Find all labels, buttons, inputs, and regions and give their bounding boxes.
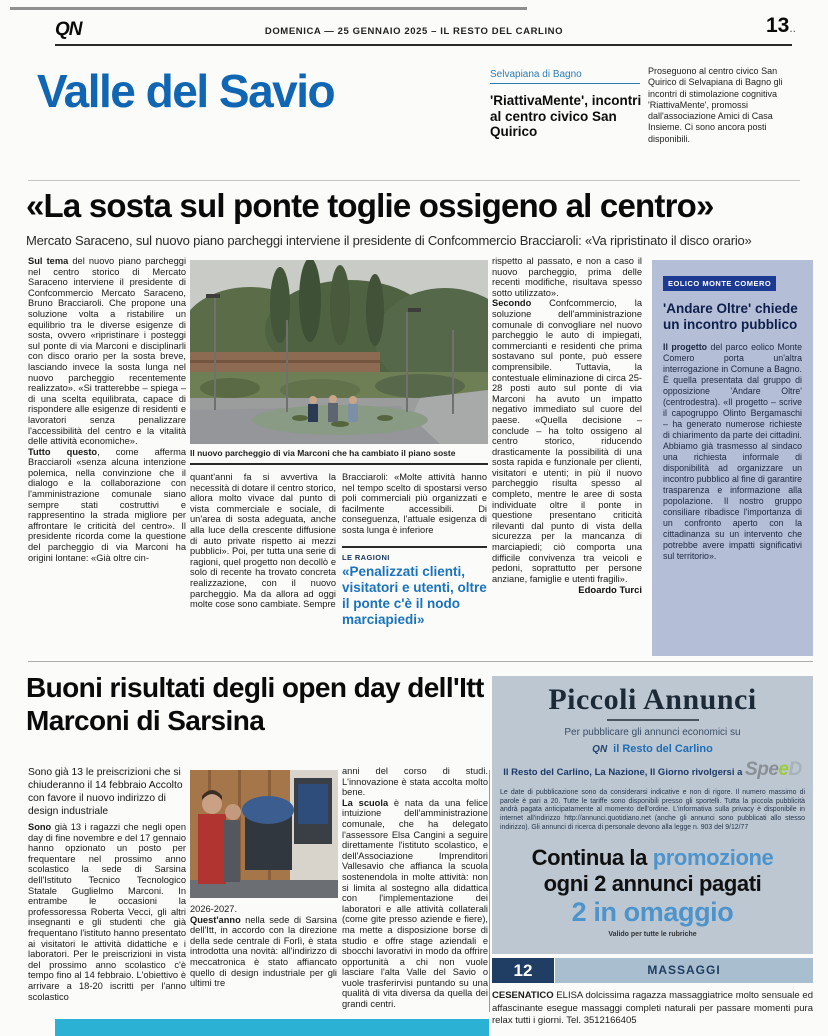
- brands-text: Il Resto del Carlino, La Nazione, Il Giorno rivolgersi a: [503, 767, 743, 778]
- parking-photo-image: [190, 260, 488, 444]
- paragraph-text: è nata da una felice intuizione dell'amministrazione comunale, che ha delegato l'assessore Elsa Cangini a seguire direttamente l'istituto scolastico, e dell'Associazione Imprenditori Vallesavio che affianca la scuola sostenendola in molte attività: non si limita al sostegno alla didattica con l'implementazione dei laboratori e alle attività collaterali (come gite presso aziende e fiere), ma mette a disposizione borse di studio e offre stage aziendali e sbocchi lavorativi in modo da offrire opportunità a chi non vuole lasciare l'alta Valle del Savio o vuole trasferirvisi puntando su una qualità di vita diversa da quella dei grandi centri.: [342, 797, 488, 1010]
- classified-listing: [492, 990, 813, 1032]
- paragraph-text: 2026-2027.: [190, 904, 238, 914]
- paragraph-text: rispetto al passato, e non a caso il nuovo parcheggio, prima delle recenti modifiche, risultava spesso sotto utilizzato».: [492, 256, 642, 298]
- main-headline: «La sosta sul ponte toglie ossigeno al centro»: [26, 187, 714, 224]
- open-day-photo-image: [190, 770, 338, 898]
- annunci-intro: Per pubblicare gli annunci economici su: [564, 727, 741, 738]
- paragraph-lead: Quest'anno: [190, 914, 241, 925]
- qn-logo: QN: [55, 19, 82, 40]
- byline: Edoardo Turci: [578, 585, 642, 597]
- paragraph-text: del nuovo piano parcheggi nel centro storico di Mercato Saraceno interviene il presidente di Confcommercio Mercato Saraceno, Bruno Bracciaroli. Che propone una soluzione volta a ristabilire un equilibrio tra le diverse esigenze di sosta, ovvero «ripristinare i posteggi sul ponte di via Marconi e disciplinarli con disco orario per la sosta breve, lasciando invece la sosta lunga nel nuovo parcheggio recentemente realizzato». «Si tratterebbe – spiega – di una scelta equilibrata, capace di rispondere alle esigenze di residenti e lavoratori senza penalizzare l'accessibilità del centro e la vitalità delle attività economiche».: [28, 256, 186, 447]
- quote-rule: [342, 546, 487, 548]
- paragraph-lead: Sono: [28, 822, 52, 832]
- parking-photo: [190, 260, 488, 444]
- qn-logo-small: QN: [592, 744, 608, 755]
- paragraph-text: del parco eolico Monte Comero porta un'altra interrogazione in Comune a Bagno. È quella presentata dal gruppo di opposizione 'Andare Oltre' (centrodestra). «Il progetto – scrive il capogruppo Olinto Bergamaschi – ha generato numerose richieste di chiarimento da parte dei cittadini. Abbiamo già trasmesso al sindaco una richiesta informale di disponibilità ad organizzare un incontro pubblico al fine di garantire trasparenza e informazione alla popolazione. Il nostro gruppo consiliare ribadisce l'importanza di un confronto aperto con la cittadinanza su un intervento che potrebbe avere impatti significativi sul territorio».: [663, 342, 802, 561]
- annunci-title-rule: [607, 719, 699, 721]
- page-number-dots: ..: [789, 21, 796, 35]
- sidebar-title: 'Andare Oltre' chiede un incontro pubblico: [663, 301, 798, 332]
- sidebar-badge: EOLICO MONTE COMERO: [663, 276, 776, 291]
- section-title: Valle del Savio: [37, 65, 335, 117]
- divider-top: [28, 180, 800, 181]
- promo-line-1: [492, 845, 813, 871]
- promo-text-blue: promozione: [652, 844, 774, 870]
- paragraph-lead: Sul tema: [28, 256, 69, 266]
- school-column-2: [190, 904, 337, 1036]
- top-decoration-bar: [10, 7, 527, 10]
- school-column-3: [342, 766, 488, 1036]
- column-divider: [489, 770, 490, 1012]
- paragraph-text: , come afferma Bracciaroli «senza alcuna intenzione polemica, nella convinzione che il dialogo e la collaborazione con l'amministrazione comunale siano sempre stati costruttivi e rappresentino la strada migliore per affrontare le criticità del centro». Il presidente ricorda come la questione del parcheggio di via Marconi ha origini lontane: «Già oltre cin-: [28, 446, 186, 563]
- category-name: MASSAGGI: [555, 958, 813, 983]
- paragraph-text: già 13 i ragazzi che negli open day di fine novembre e del 17 gennaio hanno opzionato un posto per frequentare nel prossimo anno scolastico la sede di Sarsina dell'Istituto Tecnico Tecnologico Statale Guglielmo Marconi. In entrambe le occasioni la professoressa Roberta Vecci, gli altri insegnanti e gli studenti che già frequentano l'istituto hanno presentato ai visitatori le attività didattiche e i laboratori. Per le preiscrizioni in vista del prossimo anno scolastico c'è tempo fino al 14 febbraio. L'obiettivo è arrivare a 18-20 iscritti per l'anno scolastico: [28, 822, 186, 1002]
- paragraph-text: nella sede di Sarsina dell'Itt, in accordo con la direzione della sede centrale di Forlì, è stata introdotta una novità: all'indirizzo di meccatronica è stato affiancato quello di design industriale per gli ultimi tre: [190, 914, 337, 989]
- category-number: 12: [492, 958, 554, 983]
- speed-logo-part: e: [778, 759, 789, 780]
- page-number: [766, 14, 796, 38]
- header-rule: [55, 44, 792, 46]
- paragraph-lead: Secondo: [492, 298, 532, 309]
- article-column-2: quant'anni fa si avvertiva la necessità di dotare il centro storico, allora molto vivace dal punto di vista commerciale e sociale, di un'area di sosta adeguata, anche alla luce della crescente diffusione di auto private rispetto ai mezzi pubblici». Poi, per tutta una serie di ragioni, quel progetto non decollò e solo di recente ha trovato concreta realizzazione, con il nuovo parcheggio. Ma da allora ad oggi molte cose sono cambiate. Sempre: [190, 472, 336, 610]
- annunci-fine-print: Le date di pubblicazione sono da considerarsi indicative e non di rigore. Il numero massimo di parole è pari a 20. Tutte le tariffe sono disponibili presso gli sportelli. Tutta la piccola pubblicità andrà pagata anticipatamente al momento dell'ordine. L'informativa sulla privacy è disponibile in internet all'indirizzo http://annunci.quotidiano.net (anche gli annunci sono pubblicati allo stesso indirizzo). Gli annunci di ricerca di personale devono alla legge n. 903 del 9/12/77: [500, 789, 805, 831]
- category-bar: [492, 958, 813, 983]
- photo-caption: Il nuovo parcheggio di via Marconi che ha cambiato il piano soste: [190, 448, 456, 458]
- sidebar-box: [652, 260, 813, 656]
- paragraph-text: Confcommercio, la soluzione dell'amministrazione comunale di convogliare nel nuovo parcheggio le auto di impiegati, commercianti e residenti che prima sostavano sul ponte, può essere comprensibile. Tuttavia, la contestuale eliminazione di circa 25-28 posti auto sul ponte di via Marconi ha avuto un impatto negativo immediato sul cuore del paese. «Quella decisione – conclude – ha tolto ossigeno al centro storico, riducendo drasticamente la possibilità di una sosta rapida e funzionale per clienti, visitatori e utenti; in più il nuovo parcheggio risulta spesso al completo, mentre le aree di sosta individuate oltre il ponte in questione presentano criticità rilevanti dal punto di vista della sicurezza per la mancanza di marciapiedi; ciò comporta una difficile convivenza tra veicoli e pedoni, soprattutto per persone anziane, famiglie e utenti fragili».: [492, 298, 642, 584]
- brief-kicker: Selvapiana di Bagno: [490, 69, 640, 84]
- promo-note: Valido per tutte le rubriche: [608, 930, 697, 938]
- bottom-cyan-bar: [55, 1019, 489, 1036]
- listing-lead: CESENATICO: [492, 990, 554, 1001]
- annunci-title: Piccoli Annunci: [548, 683, 757, 716]
- main-deck: Mercato Saraceno, sul nuovo piano parcheggi interviene il presidente di Confcommercio Bracciaroli: «Va ripristinato il disco orario»: [26, 233, 752, 248]
- divider-middle: [28, 661, 813, 662]
- open-day-photo: [190, 770, 338, 898]
- annunci-brands: [492, 743, 813, 755]
- speed-logo-part: Spe: [745, 759, 779, 780]
- article-column-3: Bracciaroli: «Molte attività hanno nel tempo scelto di spostarsi verso poli commerciali più organizzati e facilmente accessibili. Di conseguenza, l'attuale esigenza di sosta lunga è inferiore: [342, 472, 487, 535]
- promo-text: Continua la: [531, 844, 653, 870]
- paragraph-text: anni del corso di studi. L'innovazione è stata accolta molto bene.: [342, 766, 488, 798]
- promo-line-3: 2 in omaggio: [571, 896, 734, 927]
- header-dateline: DOMENICA — 25 GENNAIO 2025 – IL RESTO DEL CARLINO: [264, 26, 564, 37]
- school-headline: Buoni risultati degli open day dell'Itt Marconi di Sarsina: [26, 672, 484, 736]
- article-column-4: [492, 256, 642, 658]
- annunci-brands-line: [492, 759, 813, 781]
- article-column-1: [28, 256, 186, 658]
- school-column-1: [28, 822, 186, 1036]
- carlino-logo: il Resto del Carlino: [613, 743, 713, 755]
- pull-quote: «Penalizzati clienti, visitatori e utenti, oltre il ponte c'è il nodo marciapiedi»: [342, 564, 487, 627]
- paragraph-lead: La scuola: [342, 797, 389, 808]
- annunci-box: [492, 676, 813, 954]
- page-number-value: 13: [765, 14, 790, 37]
- promo-line-2: ogni 2 annunci pagati: [543, 870, 762, 896]
- brief-title: 'RiattivaMente', incontri al centro civico San Quirico: [490, 93, 642, 139]
- listing-text: ELISA dolcissima ragazza massaggiatrice molto sensuale ed affascinante esegue massaggi completi naturali per passare momenti pura relax tutti i giorni. Tel. 3512166405: [492, 990, 813, 1026]
- caption-rule: [190, 463, 488, 465]
- brief-block: [490, 64, 642, 140]
- sidebar-body: [663, 342, 802, 562]
- quote-kicker: LE RAGIONI: [342, 553, 390, 562]
- paragraph-lead: Tutto questo: [28, 446, 98, 457]
- speed-logo: [745, 759, 802, 780]
- paragraph-lead: Il progetto: [663, 342, 708, 352]
- school-standfirst: Sono già 13 le preiscrizioni che si chiuderanno il 14 febbraio Accolto con favore il nuovo indirizzo di design industriale: [28, 767, 183, 817]
- speed-logo-part: D: [788, 759, 802, 780]
- brief-body: Proseguono al centro civico San Quirico di Selvapiana di Bagno gli incontri di stimolazione cognitiva 'RiattivaMente', promossi dall'associazione Amici di Casa Insieme. Ci sono ancora posti disponibili.: [648, 66, 783, 144]
